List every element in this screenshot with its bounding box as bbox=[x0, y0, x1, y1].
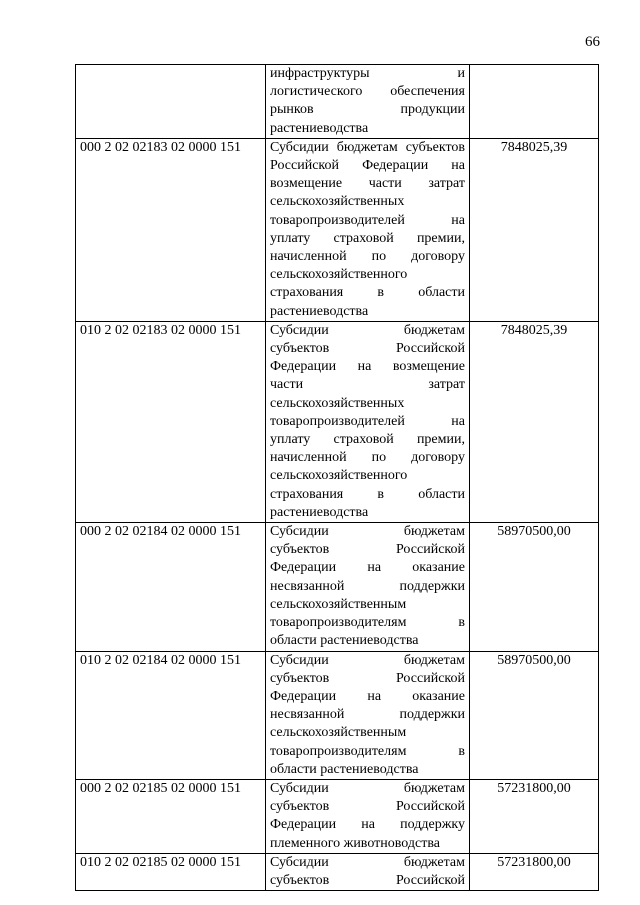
amount-cell: 7848025,39 bbox=[470, 321, 599, 522]
description-line: логистического обеспечения bbox=[270, 84, 465, 100]
description-line: сельскохозяйственным bbox=[270, 596, 407, 612]
budget-table bbox=[75, 64, 599, 891]
description-line: страхования в области bbox=[270, 285, 465, 301]
table-row bbox=[76, 779, 599, 853]
description-line: растениеводства bbox=[270, 504, 369, 520]
description-line: товаропроизводителям в bbox=[270, 615, 465, 631]
table-row bbox=[76, 321, 599, 522]
description-line: племенного животноводства bbox=[270, 835, 440, 851]
budget-code-cell: 010 2 02 02183 02 0000 151 bbox=[76, 321, 266, 522]
description-cell bbox=[266, 651, 470, 779]
amount-cell: 57231800,00 bbox=[470, 853, 599, 890]
description-line: сельскохозяйственного bbox=[270, 468, 408, 484]
description-line: сельскохозяйственного bbox=[270, 267, 408, 283]
description-line: субъектов Российской bbox=[270, 542, 465, 558]
budget-code-cell: 000 2 02 02185 02 0000 151 bbox=[76, 779, 266, 853]
description-line: инфраструктуры и bbox=[270, 66, 465, 81]
description-cell bbox=[266, 523, 470, 651]
description-line: Российской Федерации на bbox=[270, 158, 465, 174]
description-cell bbox=[266, 65, 470, 139]
description-line: области растениеводства bbox=[270, 633, 419, 649]
description-line: уплату страховой премии, bbox=[270, 230, 465, 246]
description-line: рынков продукции bbox=[270, 102, 465, 118]
description-cell bbox=[266, 779, 470, 853]
description-line: Федерации на поддержку bbox=[270, 817, 465, 833]
description-line: товаропроизводителям в bbox=[270, 743, 465, 759]
page-number: 66 bbox=[585, 34, 600, 50]
description-line: сельскохозяйственных bbox=[270, 194, 405, 210]
description-line: уплату страховой премии, bbox=[270, 432, 465, 448]
description-line: товаропроизводителей на bbox=[270, 212, 465, 228]
description-line: субъектов Российской bbox=[270, 341, 465, 357]
description-line: сельскохозяйственных bbox=[270, 395, 405, 411]
description-line: Субсидии бюджетам bbox=[270, 780, 465, 796]
description-line: несвязанной поддержки bbox=[270, 707, 465, 723]
amount-cell: 7848025,39 bbox=[470, 138, 599, 321]
description-line: субъектов Российской bbox=[270, 799, 465, 815]
description-line: растениеводства bbox=[270, 303, 369, 319]
table-row bbox=[76, 651, 599, 779]
table-row bbox=[76, 853, 599, 890]
description-line: сельскохозяйственным bbox=[270, 725, 407, 741]
table-body bbox=[76, 65, 599, 891]
table-row bbox=[76, 523, 599, 651]
description-line: начисленной по договору bbox=[270, 450, 465, 466]
amount-cell: 58970500,00 bbox=[470, 523, 599, 651]
description-line: несвязанной поддержки bbox=[270, 578, 465, 594]
amount-cell: 57231800,00 bbox=[470, 779, 599, 853]
amount-cell: 58970500,00 bbox=[470, 651, 599, 779]
budget-code-cell: 010 2 02 02185 02 0000 151 bbox=[76, 853, 266, 890]
description-line: Федерации на возмещение bbox=[270, 359, 465, 375]
amount-cell bbox=[470, 65, 599, 139]
description-cell bbox=[266, 321, 470, 522]
description-line: Субсидии бюджетам bbox=[270, 854, 465, 870]
description-line: Федерации на оказание bbox=[270, 688, 465, 704]
budget-code-cell: 010 2 02 02184 02 0000 151 bbox=[76, 651, 266, 779]
description-line: страхования в области bbox=[270, 486, 465, 502]
description-line: растениеводства bbox=[270, 120, 369, 136]
table-row bbox=[76, 138, 599, 321]
description-cell bbox=[266, 138, 470, 321]
description-line: возмещение части затрат bbox=[270, 176, 465, 192]
description-line: Федерации на оказание bbox=[270, 560, 465, 576]
budget-code-cell: 000 2 02 02183 02 0000 151 bbox=[76, 138, 266, 321]
description-line: начисленной по договору bbox=[270, 249, 465, 265]
description-cell bbox=[266, 853, 470, 890]
budget-code-cell bbox=[76, 65, 266, 139]
description-line: Субсидии бюджетам bbox=[270, 652, 465, 668]
description-line: субъектов Российской bbox=[270, 872, 465, 888]
description-line: товаропроизводителей на bbox=[270, 413, 465, 429]
description-line: Субсидии бюджетам bbox=[270, 524, 465, 540]
description-line: Субсидии бюджетам bbox=[270, 322, 465, 338]
description-line: области растениеводства bbox=[270, 761, 419, 777]
budget-code-cell: 000 2 02 02184 02 0000 151 bbox=[76, 523, 266, 651]
table-row bbox=[76, 65, 599, 139]
description-line: Субсидии бюджетам субъектов bbox=[270, 139, 465, 155]
description-line: части затрат bbox=[270, 377, 465, 393]
description-line: субъектов Российской bbox=[270, 670, 465, 686]
